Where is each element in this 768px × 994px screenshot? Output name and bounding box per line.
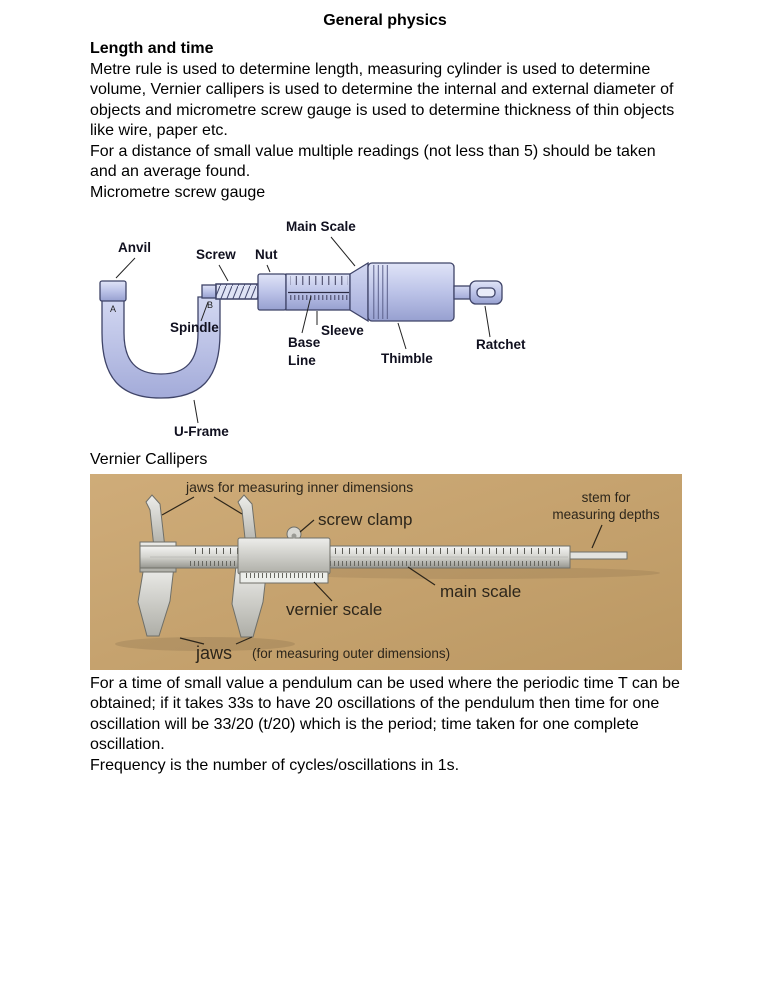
micrometer-figure: [94, 211, 680, 448]
slider-head-shape: [238, 538, 330, 574]
main-scale-label: Main Scale: [286, 219, 356, 234]
paragraph-pendulum: For a time of small value a pendulum can be used where the periodic time T can be obtained; if it takes 33s to have 20 oscillations of the pendulum then time for one oscillation will be 33/20 (t/20) which is the period; time taken for one complete oscillation.: [90, 674, 680, 753]
u-frame-shape: [102, 297, 220, 398]
point-b-label: B: [207, 300, 214, 310]
screw-shape: [216, 284, 258, 299]
paragraph-instruments: Metre rule is used to determine length, measuring cylinder is used to determine volume, Vernier callipers is used to determine the internal and external diameter of objects and micrometre screw gauge is used to determine thickness of thin objects like wire, paper etc.: [90, 60, 675, 139]
vernier-scale-label: vernier scale: [286, 599, 383, 619]
spindle-label: Spindle: [170, 320, 219, 335]
micrometer-diagram: [94, 211, 554, 443]
point-a-label: A: [110, 304, 117, 314]
anvil-shape: [100, 281, 126, 301]
nut-label: Nut: [255, 247, 278, 262]
vernier-callipers-image: [90, 474, 682, 670]
anvil-label: Anvil: [118, 240, 152, 255]
micrometer-caption: Micrometre screw gauge: [90, 183, 266, 201]
outer-jaws-label: jaws: [196, 642, 233, 663]
inner-jaws-label: jaws for measuring inner dimensions: [186, 478, 414, 495]
nut-shape: [258, 274, 286, 310]
sleeve-label: Sleeve: [321, 323, 364, 338]
ratchet-label: Ratchet: [476, 337, 526, 352]
u-frame-label: U-Frame: [174, 424, 229, 439]
screw-label: Screw: [196, 247, 236, 262]
section-heading: Length and time: [90, 40, 214, 57]
thimble-label: Thimble: [381, 351, 433, 366]
micrometer-drawing: [100, 263, 502, 398]
vernier-caption: Vernier Callipers: [90, 451, 208, 468]
base-label: Base: [288, 335, 321, 350]
stem-label-line2: measuring depths: [552, 506, 660, 522]
paragraph-frequency: Frequency is the number of cycles/oscillations in 1s.: [90, 756, 460, 774]
depth-stem-shape: [570, 552, 627, 559]
screw-clamp-label: screw clamp: [318, 509, 413, 529]
main-scale-label: main scale: [440, 581, 522, 601]
vernier-figure: [90, 474, 680, 670]
spindle-shape: [202, 285, 216, 298]
paragraph-readings: For a distance of small value multiple readings (not less than 5) should be taken and an average found.: [90, 142, 656, 180]
outer-jaws-note: (for measuring outer dimensions): [252, 645, 451, 661]
stem-label-line1: stem for: [581, 489, 631, 505]
line-label: Line: [288, 353, 316, 368]
page-title: General physics: [323, 12, 447, 29]
